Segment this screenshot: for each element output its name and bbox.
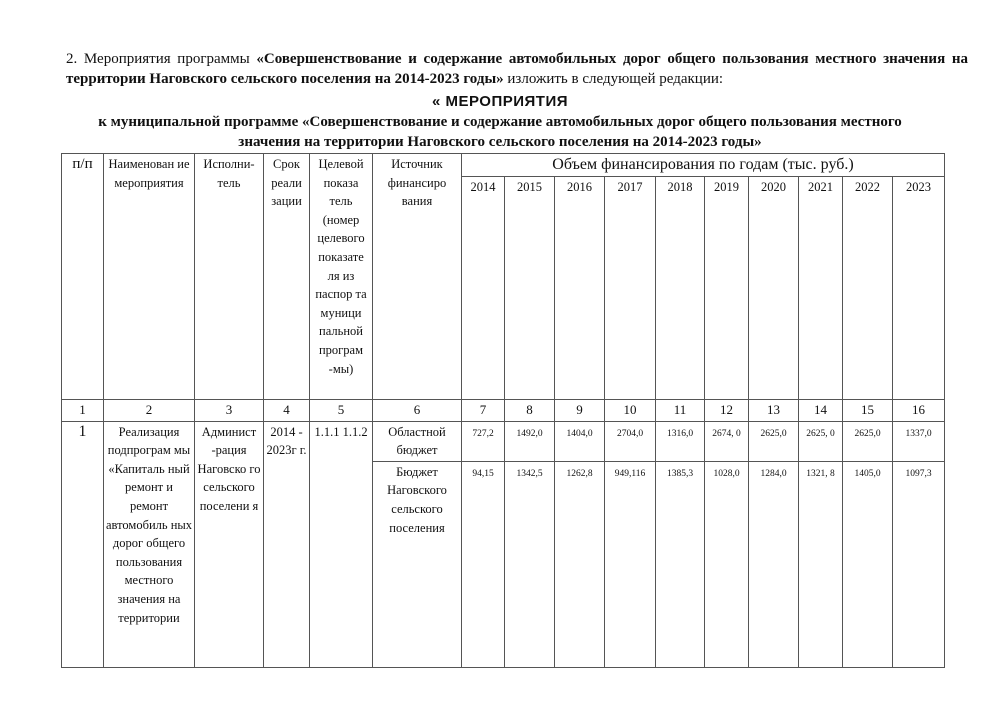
header-year: 2020 bbox=[749, 177, 799, 400]
source-regional-budget: Областной бюджет bbox=[373, 421, 462, 461]
value-cell: 1316,0 bbox=[656, 421, 705, 461]
header-year: 2018 bbox=[656, 177, 705, 400]
header-funding: Объем финансирования по годам (тыс. руб.) bbox=[462, 154, 945, 177]
column-number: 5 bbox=[310, 400, 373, 422]
row-target: 1.1.1 1.1.2 bbox=[310, 421, 373, 667]
value-cell: 949,116 bbox=[605, 461, 656, 667]
value-cell: 1097,3 bbox=[893, 461, 945, 667]
heading-line-1: « МЕРОПРИЯТИЯ bbox=[431, 93, 569, 110]
column-number: 13 bbox=[749, 400, 799, 422]
column-number: 7 bbox=[462, 400, 505, 422]
header-source: Источник финансиро вания bbox=[373, 154, 462, 400]
column-number: 1 bbox=[62, 400, 104, 422]
row-term: 2014 - 2023г г. bbox=[264, 421, 310, 667]
column-number: 12 bbox=[705, 400, 749, 422]
header-year: 2023 bbox=[893, 177, 945, 400]
value-cell: 1492,0 bbox=[505, 421, 555, 461]
column-number: 4 bbox=[264, 400, 310, 422]
header-year: 2017 bbox=[605, 177, 656, 400]
value-cell: 727,2 bbox=[462, 421, 505, 461]
header-year: 2019 bbox=[705, 177, 749, 400]
heading-line-2: к муниципальной программе «Совершенствование и содержание автомобильных дорог общего пользования местного bbox=[98, 114, 902, 130]
row-number: 1 bbox=[62, 421, 104, 667]
heading-line-3: значения на территории Наговского сельского поселения на 2014-2023 годы» bbox=[238, 134, 762, 150]
column-number: 15 bbox=[843, 400, 893, 422]
column-number: 14 bbox=[799, 400, 843, 422]
header-year: 2014 bbox=[462, 177, 505, 400]
value-cell: 2704,0 bbox=[605, 421, 656, 461]
header-year: 2015 bbox=[505, 177, 555, 400]
header-year: 2016 bbox=[555, 177, 605, 400]
measures-table bbox=[61, 153, 945, 668]
column-number: 6 bbox=[373, 400, 462, 422]
intro-prefix: 2. Мероприятия программы bbox=[66, 51, 257, 67]
header-target: Целевой показа тель (номер целевого показате ля из паспор та муници пальной програм -мы) bbox=[310, 154, 373, 400]
column-number: 11 bbox=[656, 400, 705, 422]
column-number: 2 bbox=[104, 400, 195, 422]
column-number: 9 bbox=[555, 400, 605, 422]
value-cell: 1028,0 bbox=[705, 461, 749, 667]
column-number: 16 bbox=[893, 400, 945, 422]
value-cell: 1284,0 bbox=[749, 461, 799, 667]
column-number: 10 bbox=[605, 400, 656, 422]
column-number: 3 bbox=[195, 400, 264, 422]
header-year: 2022 bbox=[843, 177, 893, 400]
value-cell: 1405,0 bbox=[843, 461, 893, 667]
value-cell: 2625, 0 bbox=[799, 421, 843, 461]
header-year: 2021 bbox=[799, 177, 843, 400]
value-cell: 2625,0 bbox=[749, 421, 799, 461]
intro-suffix: изложить в следующей редакции: bbox=[503, 71, 724, 87]
value-cell: 1404,0 bbox=[555, 421, 605, 461]
column-number: 8 bbox=[505, 400, 555, 422]
value-cell: 1321, 8 bbox=[799, 461, 843, 667]
intro-paragraph bbox=[66, 49, 968, 89]
row-name: Реализация подпрограм мы «Капиталь ный ремонт и ремонт автомобиль ных дорог общего пользования местного значения на территории bbox=[104, 421, 195, 667]
header-pp: п/п bbox=[62, 154, 104, 400]
intro-bold: «Совершенствование и содержание автомобильных дорог общего пользования местного значения на территории Наговского сельского поселения на 2014-2023 годы» bbox=[66, 51, 968, 87]
value-cell: 1337,0 bbox=[893, 421, 945, 461]
header-executor: Исполни- тель bbox=[195, 154, 264, 400]
source-local-budget: Бюджет Наговского сельского поселения bbox=[373, 461, 462, 667]
value-cell: 2625,0 bbox=[843, 421, 893, 461]
row-executor: Админист -рация Наговско го сельского поселени я bbox=[195, 421, 264, 667]
header-name: Наименован ие мероприятия bbox=[104, 154, 195, 400]
value-cell: 1262,8 bbox=[555, 461, 605, 667]
value-cell: 94,15 bbox=[462, 461, 505, 667]
value-cell: 1385,3 bbox=[656, 461, 705, 667]
header-term: Срок реали зации bbox=[264, 154, 310, 400]
value-cell: 1342,5 bbox=[505, 461, 555, 667]
value-cell: 2674, 0 bbox=[705, 421, 749, 461]
